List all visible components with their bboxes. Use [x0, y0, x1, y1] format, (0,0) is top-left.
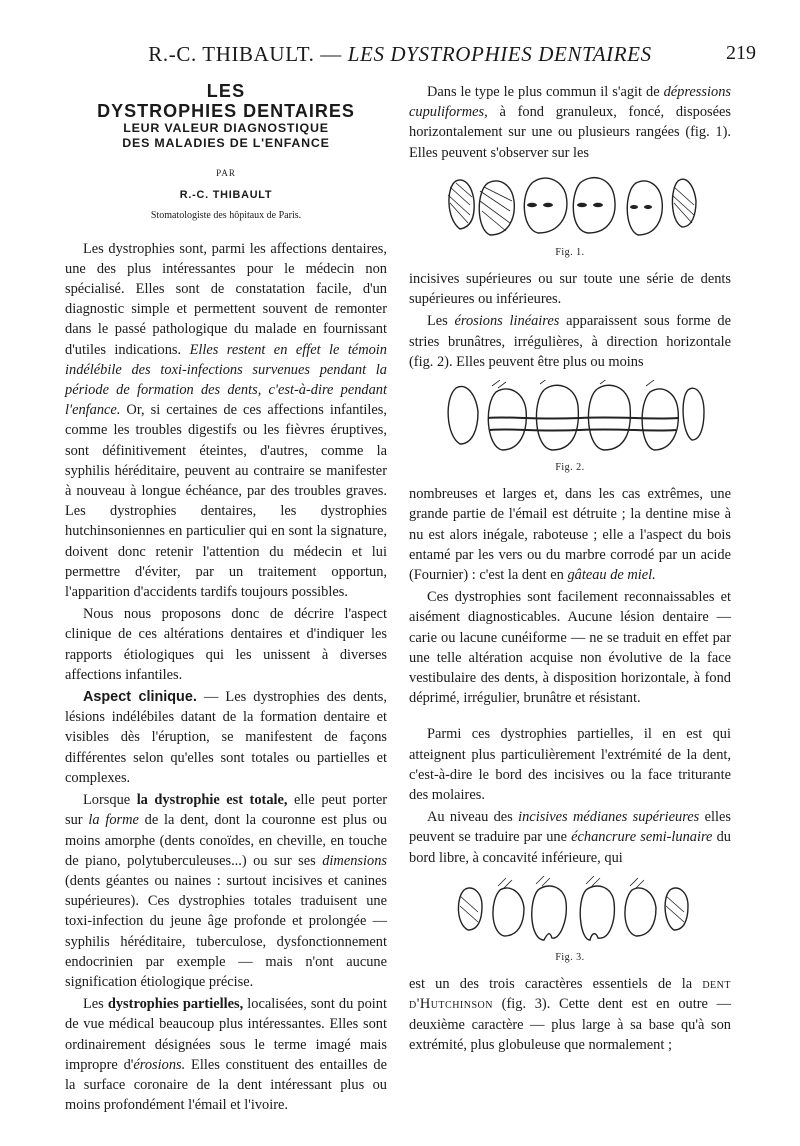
text-run: Lorsque: [83, 792, 137, 809]
paragraph: Ces dystrophies sont facilement reconnaissables et aisément diagnosticables. Aucune lésion dentaire — carie ou lacune cunéiforme — ne se traduit en effet par une telle altération acquise non évolutive de la face vestibulaire des dents, à disposition horizontale, à fond déprimé, irrégulier, brunâtre et résistant.: [409, 589, 731, 707]
figure-2: [409, 380, 731, 478]
text-run: nombreuses et larges et, dans les cas extrêmes, une grande partie de l'émail est détruite ; la dentine mise à nu est alors inégale, raboteuse ; elle a l'aspect du bois entamé par les vers ou du marbre corrodé par un acide (Fournier) : c'est la dent en: [409, 486, 731, 584]
figure-1-teeth-illustration: [420, 171, 720, 241]
figure-3: [409, 876, 731, 968]
article-subtitle-line2: DES MALADIES DE L'ENFANCE: [122, 136, 330, 150]
left-column: [65, 82, 387, 1115]
italic-text: érosions.: [133, 1056, 186, 1073]
text-run: à fond granuleux, foncé, disposées horizontalement sur une ou plusieurs rangées (fig. 1). Elles peuvent s'observer sur les: [409, 104, 731, 161]
text-run: Au niveau des: [427, 809, 519, 826]
bold-text: dystrophies partielles,: [107, 996, 244, 1013]
header-title: [40, 42, 760, 67]
italic-text: échancrure semi-lunaire: [571, 829, 713, 846]
article-subtitle-line1: LEUR VALEUR DIAGNOSTIQUE: [123, 121, 329, 135]
author-affiliation: Stomatologiste des hôpitaux de Paris.: [150, 210, 302, 222]
text-run: elles peuvent se traduire par une: [409, 809, 731, 846]
text-run: est un des trois caractères essentiels de la: [409, 976, 703, 993]
text-run: (fig. 3). Cette dent est en outre — deuxième caractère — plus large à sa base qu'à son extrémité, plus globuleuse que normalement ;: [409, 996, 731, 1053]
article-title-line2: DYSTROPHIES DENTAIRES: [97, 101, 355, 121]
small-caps-text: dent d'Hutchinson: [409, 976, 731, 1013]
header-author: R.-C. THIBAULT.: [148, 42, 315, 66]
article-author: R.-C. THIBAULT: [179, 189, 273, 202]
paragraph: [409, 82, 731, 163]
running-header: [40, 42, 760, 72]
figure-2-teeth-illustration: [420, 380, 720, 456]
text-run: localisées, sont du point de vue médical beaucoup plus intéressantes. Elles sont ordinairement désignées sous le terme imagé mais impropre d': [65, 996, 387, 1073]
italic-text: érosions linéaires: [454, 313, 560, 330]
italic-text: la forme: [88, 812, 139, 829]
figure-2-caption: Fig. 2.: [555, 462, 585, 474]
text-run: elle peut porter sur: [65, 792, 388, 829]
text-run: Or, si certaines de ces affections infantiles, comme les troubles digestifs ou les fièvres éruptives, sont définitivement éteintes, d'autres, comme la syphilis héréditaire, peuvent au contraire se manifester à nouveau à longue échéance, par des troubles graves. Les dystrophies dentaires, les dystrophies hutchinsoniennes en particulier qui en sont la signature, doivent donc retenir l'attention du médecin et lui permettre d'éviter, par un traitement opportun, l'apparition d'accidents tardifs toujours possibles.: [65, 402, 387, 601]
italic-text: dépressions cupuliformes,: [409, 84, 731, 121]
text-run: Dans le type le plus commun il s'agit de: [427, 84, 664, 100]
italic-text: gâteau de miel.: [567, 567, 656, 584]
italic-text: Elles restent en effet le témoin indélébile des toxi-infections survenues pendant la période de formation des dents, c'est-à-dire pendant l'enfance.: [65, 341, 387, 419]
article-title-line1: LES: [206, 81, 246, 101]
figure-3-teeth-illustration: [420, 876, 720, 946]
text-run: de la dent, dont la couronne est plus ou moins amorphe (dents conoïdes, en cheville, en touche de piano, polytuberculeuses...) ou sur ses: [65, 812, 387, 869]
text-run: apparaissent sous forme de stries brunâtres, irrégulières, à direction horizontale (fig. 2). Elles peuvent être plus ou moins: [409, 313, 731, 370]
article-title-block: [65, 82, 387, 227]
bold-text: la dystrophie est totale,: [136, 792, 288, 809]
text-run: du bord libre, à concavité inférieure, qui: [409, 829, 731, 866]
paragraph: [409, 311, 731, 372]
text-run: Les: [83, 996, 108, 1013]
header-topic: LES DYSTROPHIES DENTAIRES: [347, 42, 652, 66]
figure-3-caption: Fig. 3.: [555, 951, 585, 963]
paragraph: [65, 994, 387, 1115]
text-run: (dents géantes ou naines : surtout incisives et canines supérieures). Ces dystrophies totales traduisent une toxi-infection du jeune âge profonde et prolongée — syphilis héréditaire, tuberculose, dysfonctionnement endocrinien par exemple — mais n'ont aucune signification étiologique précise.: [65, 872, 387, 990]
paragraph: incisives supérieures ou sur toute une série de dents supérieures ou inférieures.: [409, 271, 731, 308]
text-run: Les: [427, 313, 455, 330]
paragraph: [409, 484, 731, 585]
paragraph: Parmi ces dystrophies partielles, il en est qui atteignent plus particulièrement l'extrémité de la dent, c'est-à-dire le bord des incisives ou la face triturante des molaires.: [409, 726, 731, 804]
paragraph: [65, 790, 387, 992]
paragraph: [409, 807, 731, 868]
paragraph: [65, 239, 387, 603]
right-column: [409, 82, 731, 1055]
italic-text: dimensions: [322, 852, 387, 869]
paragraph: Nous nous proposons donc de décrire l'aspect clinique de ces altérations dentaires et d'indiquer les rapports étiologiques qui les unissent à diverses affections infantiles.: [65, 606, 387, 683]
text-run: Les dystrophies sont, parmi les affections dentaires, une des plus intéressantes pour le médecin non spécialisé. Elles sont de constatation facile, d'un diagnostic simple et permettent souvent de remonter dans le passé pathologique du malade en fournissant d'utiles indications.: [65, 240, 387, 358]
figure-1-caption: Fig. 1.: [555, 246, 585, 258]
text-run: — Les dystrophies des dents, lésions indélébiles datant de la formation dentaire et visibles dès l'éruption, se manifestent de façons différentes selon qu'elles sont totales ou partielles et complexes.: [65, 689, 387, 786]
header-dash: —: [320, 42, 342, 66]
page-number: 219: [726, 42, 756, 64]
paragraph: [65, 687, 387, 788]
by-label: PAR: [216, 168, 236, 178]
text-run: Elles constituent des entailles de la surface coronaire de la dent intéressant plus ou moins profondément l'émail et l'ivoire.: [65, 1056, 387, 1114]
paragraph: [409, 974, 731, 1055]
figure-1: [409, 171, 731, 263]
section-heading-aspect-clinique: Aspect clinique.: [83, 689, 197, 706]
italic-text: incisives médianes supérieures: [518, 809, 700, 826]
